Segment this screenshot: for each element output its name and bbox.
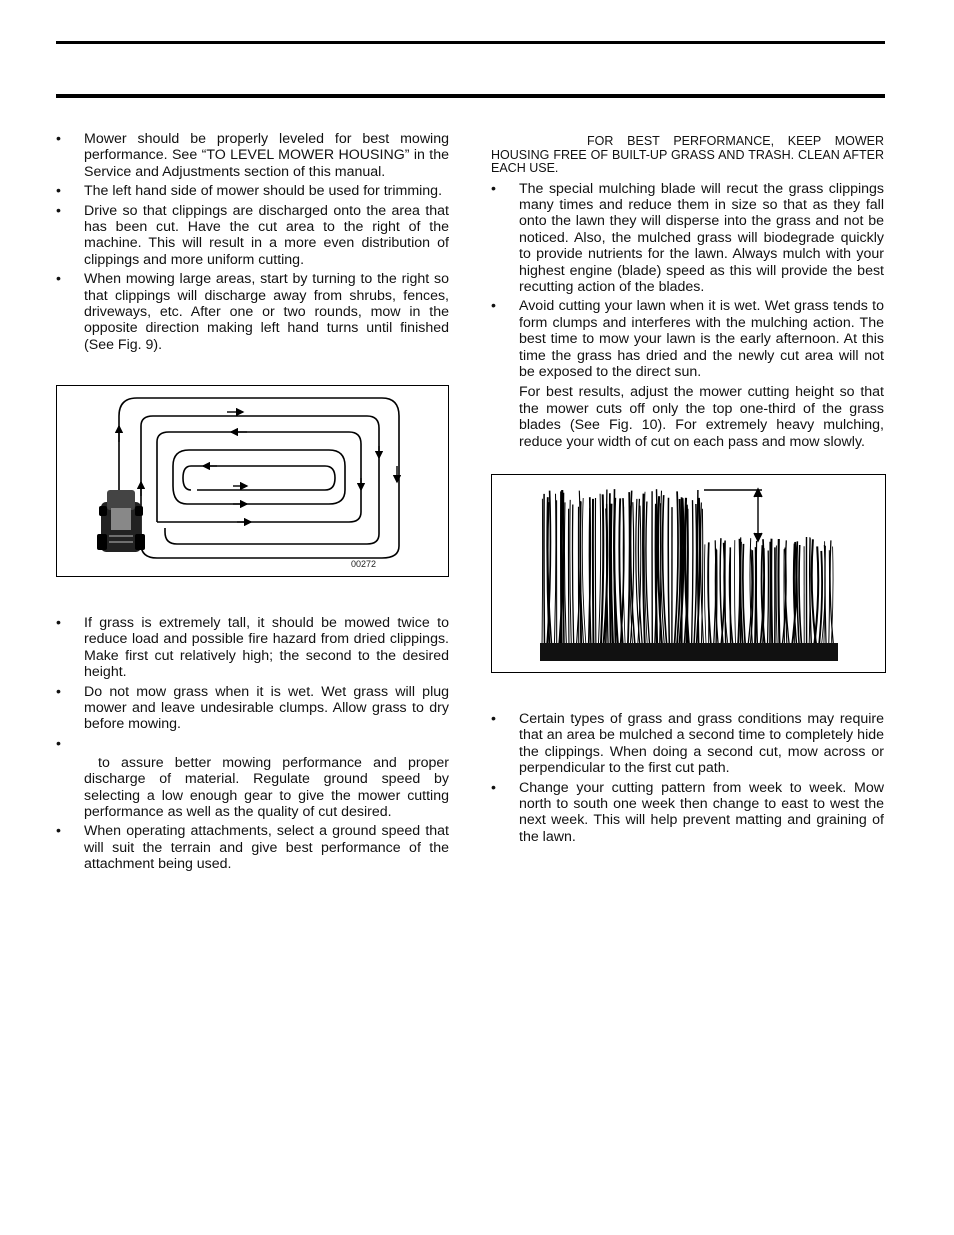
grass-blade [572, 505, 573, 648]
mowing-pattern-figure [56, 385, 449, 577]
grass-blade [725, 541, 726, 648]
grass-base [540, 643, 838, 661]
top-rule [56, 41, 885, 44]
grass-blades-illustration [492, 475, 885, 672]
cutting-height-paragraph: For best results, adjust the mower cutting height so that the mower cuts off only the top one-third of the grass blades (See Fig. 10). For extremely heavy mulching, reduce your width of cut on each pass and mow slowly. [519, 384, 884, 450]
grass-blade [829, 550, 830, 647]
grass-blade [743, 544, 746, 647]
grass-blade [825, 546, 826, 647]
grass-blade [735, 540, 736, 647]
mowing-tips-list [56, 131, 449, 353]
grass-blade [771, 539, 772, 647]
grass-blade [542, 499, 543, 647]
list-item: • Mower should be properly leveled for best mowing performance. See “TO LEVEL MOWER HOUSING” in the Service and Adjustments section of this manual. [56, 131, 449, 180]
grass-blade [554, 494, 556, 647]
header-rule [56, 94, 885, 98]
grass-blade [778, 539, 779, 647]
list-item: • Do not mow grass when it is wet. Wet grass will plug mower and leave undesirable clumps. Allow grass to dry before mowing. [56, 683, 449, 733]
grass-blade [619, 498, 623, 647]
grass-blade [563, 493, 564, 647]
grass-blade [756, 541, 757, 647]
grass-blade [570, 500, 572, 647]
list-item: • When mowing large areas, start by turning to the right so that clippings will discharge away from shrubs, fences, driveways, etc. After one or two rounds, mow in the opposite direction making left hand turns until finished (See Fig. 9). [56, 271, 449, 353]
grass-blade [544, 494, 545, 647]
list-item: • Avoid cutting your lawn when it is wet. Wet grass tends to form clumps and interferes with the mulching action. The best time to mow your lawn is the early afternoon. At this time the grass has dried and the newly cut area will not be exposed to the direct sun. For best results, adjust the mower cutting height so that the mower cuts off only the top one-third of the grass blades (See Fig. 10). For extremely heavy mulching, reduce your width of cut on each pass and mow slowly. [491, 298, 884, 450]
grass-blade [593, 499, 594, 647]
grass-blade [692, 500, 693, 647]
list-item: • When operating attachments, select a ground speed that will suit the terrain and give best performance of the attachment being used. [56, 823, 449, 873]
grass-blade [601, 494, 603, 647]
right-column-bottom [491, 711, 884, 848]
riding-mower-icon [97, 490, 145, 552]
grass-blade [776, 546, 777, 648]
tall-grass-list [56, 615, 449, 873]
mulching-tips-list [491, 181, 884, 451]
cut-height-indicator [704, 489, 762, 541]
list-item: • The left hand side of mower should be used for trimming. [56, 183, 443, 200]
list-item: • Drive so that clippings are discharged onto the area that has been cut. Have the cut area to the right of the machine. This will result in a more even distribution of clippings and more uniform cutting. [56, 202, 449, 268]
left-column-top [56, 131, 449, 356]
grass-blade [568, 509, 569, 647]
list-item: • to assure better mowing performance and proper discharge of material. Regulate ground speed by selecting a low enough gear to give the mower cutting performance as well as the quality of cut desired. [56, 735, 449, 821]
grass-blade [561, 491, 562, 647]
second-cut-list [491, 711, 884, 845]
grass-blade [611, 504, 613, 647]
maintenance-note: FOR BEST PERFORMANCE, KEEP MOWER HOUSING FREE OF BUILT-UP GRASS AND TRASH. CLEAN AFTER EACH USE. [491, 134, 884, 175]
list-item: • Change your cutting pattern from week to week. Mow north to south one week then change to east to west the next week. This will help prevent matting and graining of the lawn. [491, 779, 884, 845]
grass-blade [668, 498, 669, 647]
list-item: • Certain types of grass and grass conditions may require that an area be mulched a second time to completely hide the clippings. When doing a second cut, mow across or perpendicular to the first cut path. [491, 711, 884, 777]
grass-blade [595, 498, 596, 647]
grass-height-figure [491, 474, 886, 673]
grass-blade [674, 491, 678, 647]
grass-blade [694, 504, 697, 647]
right-column-top [491, 135, 884, 453]
grass-blade [784, 549, 785, 647]
mowing-pattern-diagram [57, 386, 448, 576]
list-item: • If grass is extremely tall, it should be mowed twice to reduce load and possible fire hazard from dried clippings. Make first cut relatively high; the second to the desired height. [56, 615, 449, 681]
left-column-bottom [56, 615, 449, 876]
list-item: • The special mulching blade will recut the grass clippings many times and reduce them in size so that as they fall onto the lawn they will disperse into the grass and not be noticed. Also, the mulched grass will biodegrade quickly to provide nutrients for the lawn. Always mulch with your highest engine (blade) speed as this will provide the best recutting action of the blades. [491, 180, 884, 295]
grass-blade [704, 544, 706, 647]
grass-blade [658, 496, 662, 647]
grass-blade [819, 551, 822, 647]
grass-blade [799, 545, 802, 647]
figure-code: 00272 [351, 559, 377, 569]
grass-blade [564, 502, 566, 647]
grass-blade [767, 551, 768, 648]
grass-blade [598, 494, 600, 647]
